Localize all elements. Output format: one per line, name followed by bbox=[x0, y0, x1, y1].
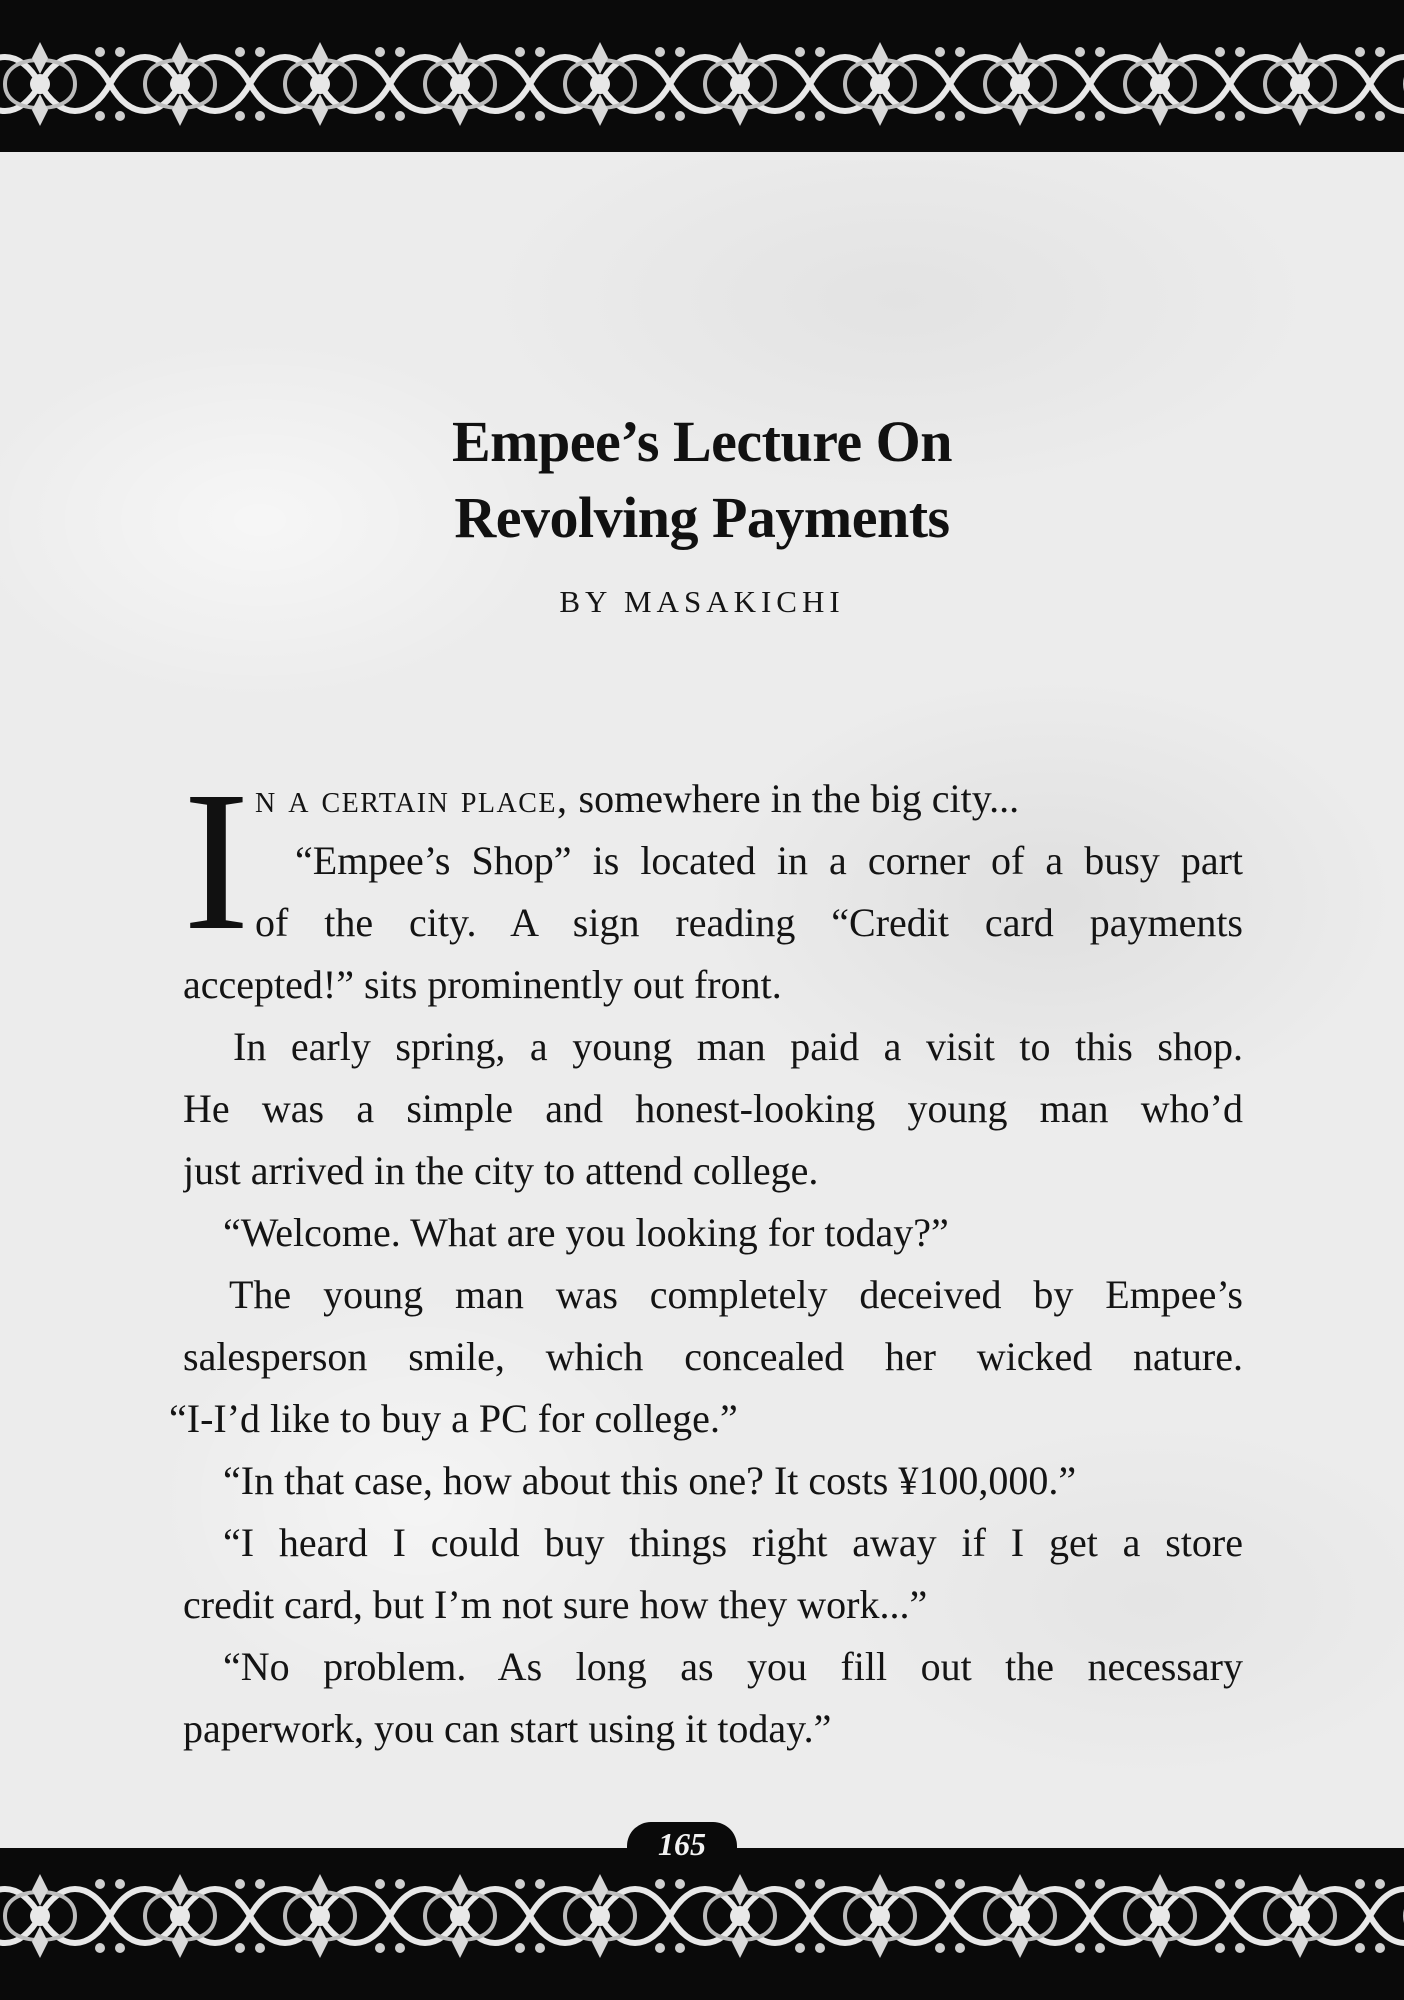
top-ornament-band bbox=[0, 0, 1404, 152]
chapter-title-line-2: Revolving Payments bbox=[454, 485, 950, 550]
body-line-9: The young man was completely deceived by Empee’s bbox=[229, 1272, 1243, 1317]
body-line-3: of the city. A sign reading “Credit card payments bbox=[255, 900, 1243, 945]
body-line-14: credit card, but I’m not sure how they work...” bbox=[183, 1582, 928, 1627]
body-line-2: “Empee’s Shop” is located in a corner of a busy part bbox=[295, 838, 1243, 883]
body-line-12: “In that case, how about this one? It costs ¥100,000.” bbox=[223, 1458, 1077, 1503]
author-byline: BY MASAKICHI bbox=[559, 584, 845, 619]
ornament-pattern-top bbox=[0, 38, 1404, 130]
chapter-title-line-1: Empee’s Lecture On bbox=[451, 409, 953, 474]
body-line-15: “No problem. As long as you fill out the necessary bbox=[223, 1644, 1243, 1689]
ornament-pattern-bottom bbox=[0, 1870, 1404, 1962]
page-number: 165 bbox=[658, 1826, 706, 1862]
body-line-13: “I heard I could buy things right away if I get a store bbox=[223, 1520, 1243, 1565]
body-line-1 bbox=[255, 775, 1243, 831]
body-line-11: “I-I’d like to buy a PC for college.” bbox=[169, 1396, 738, 1441]
body-line-8: “Welcome. What are you looking for today?” bbox=[223, 1210, 949, 1255]
opening-rest: somewhere in the big city... bbox=[568, 776, 1020, 821]
body-line-6: He was a simple and honest-looking young man who’d bbox=[183, 1086, 1243, 1131]
body-line-10: salesperson smile, which concealed her wicked nature. bbox=[183, 1334, 1243, 1379]
body-line-7: just arrived in the city to attend college. bbox=[183, 1148, 819, 1193]
body-line-16: paperwork, you can start using it today.” bbox=[183, 1706, 832, 1751]
body-line-4: accepted!” sits prominently out front. bbox=[183, 962, 782, 1007]
opening-smallcaps: n a certain place, bbox=[255, 776, 569, 821]
drop-cap: I bbox=[183, 751, 250, 972]
bottom-ornament-band bbox=[0, 1848, 1404, 2000]
body-line-5: In early spring, a young man paid a visit to this shop. bbox=[233, 1024, 1243, 1069]
